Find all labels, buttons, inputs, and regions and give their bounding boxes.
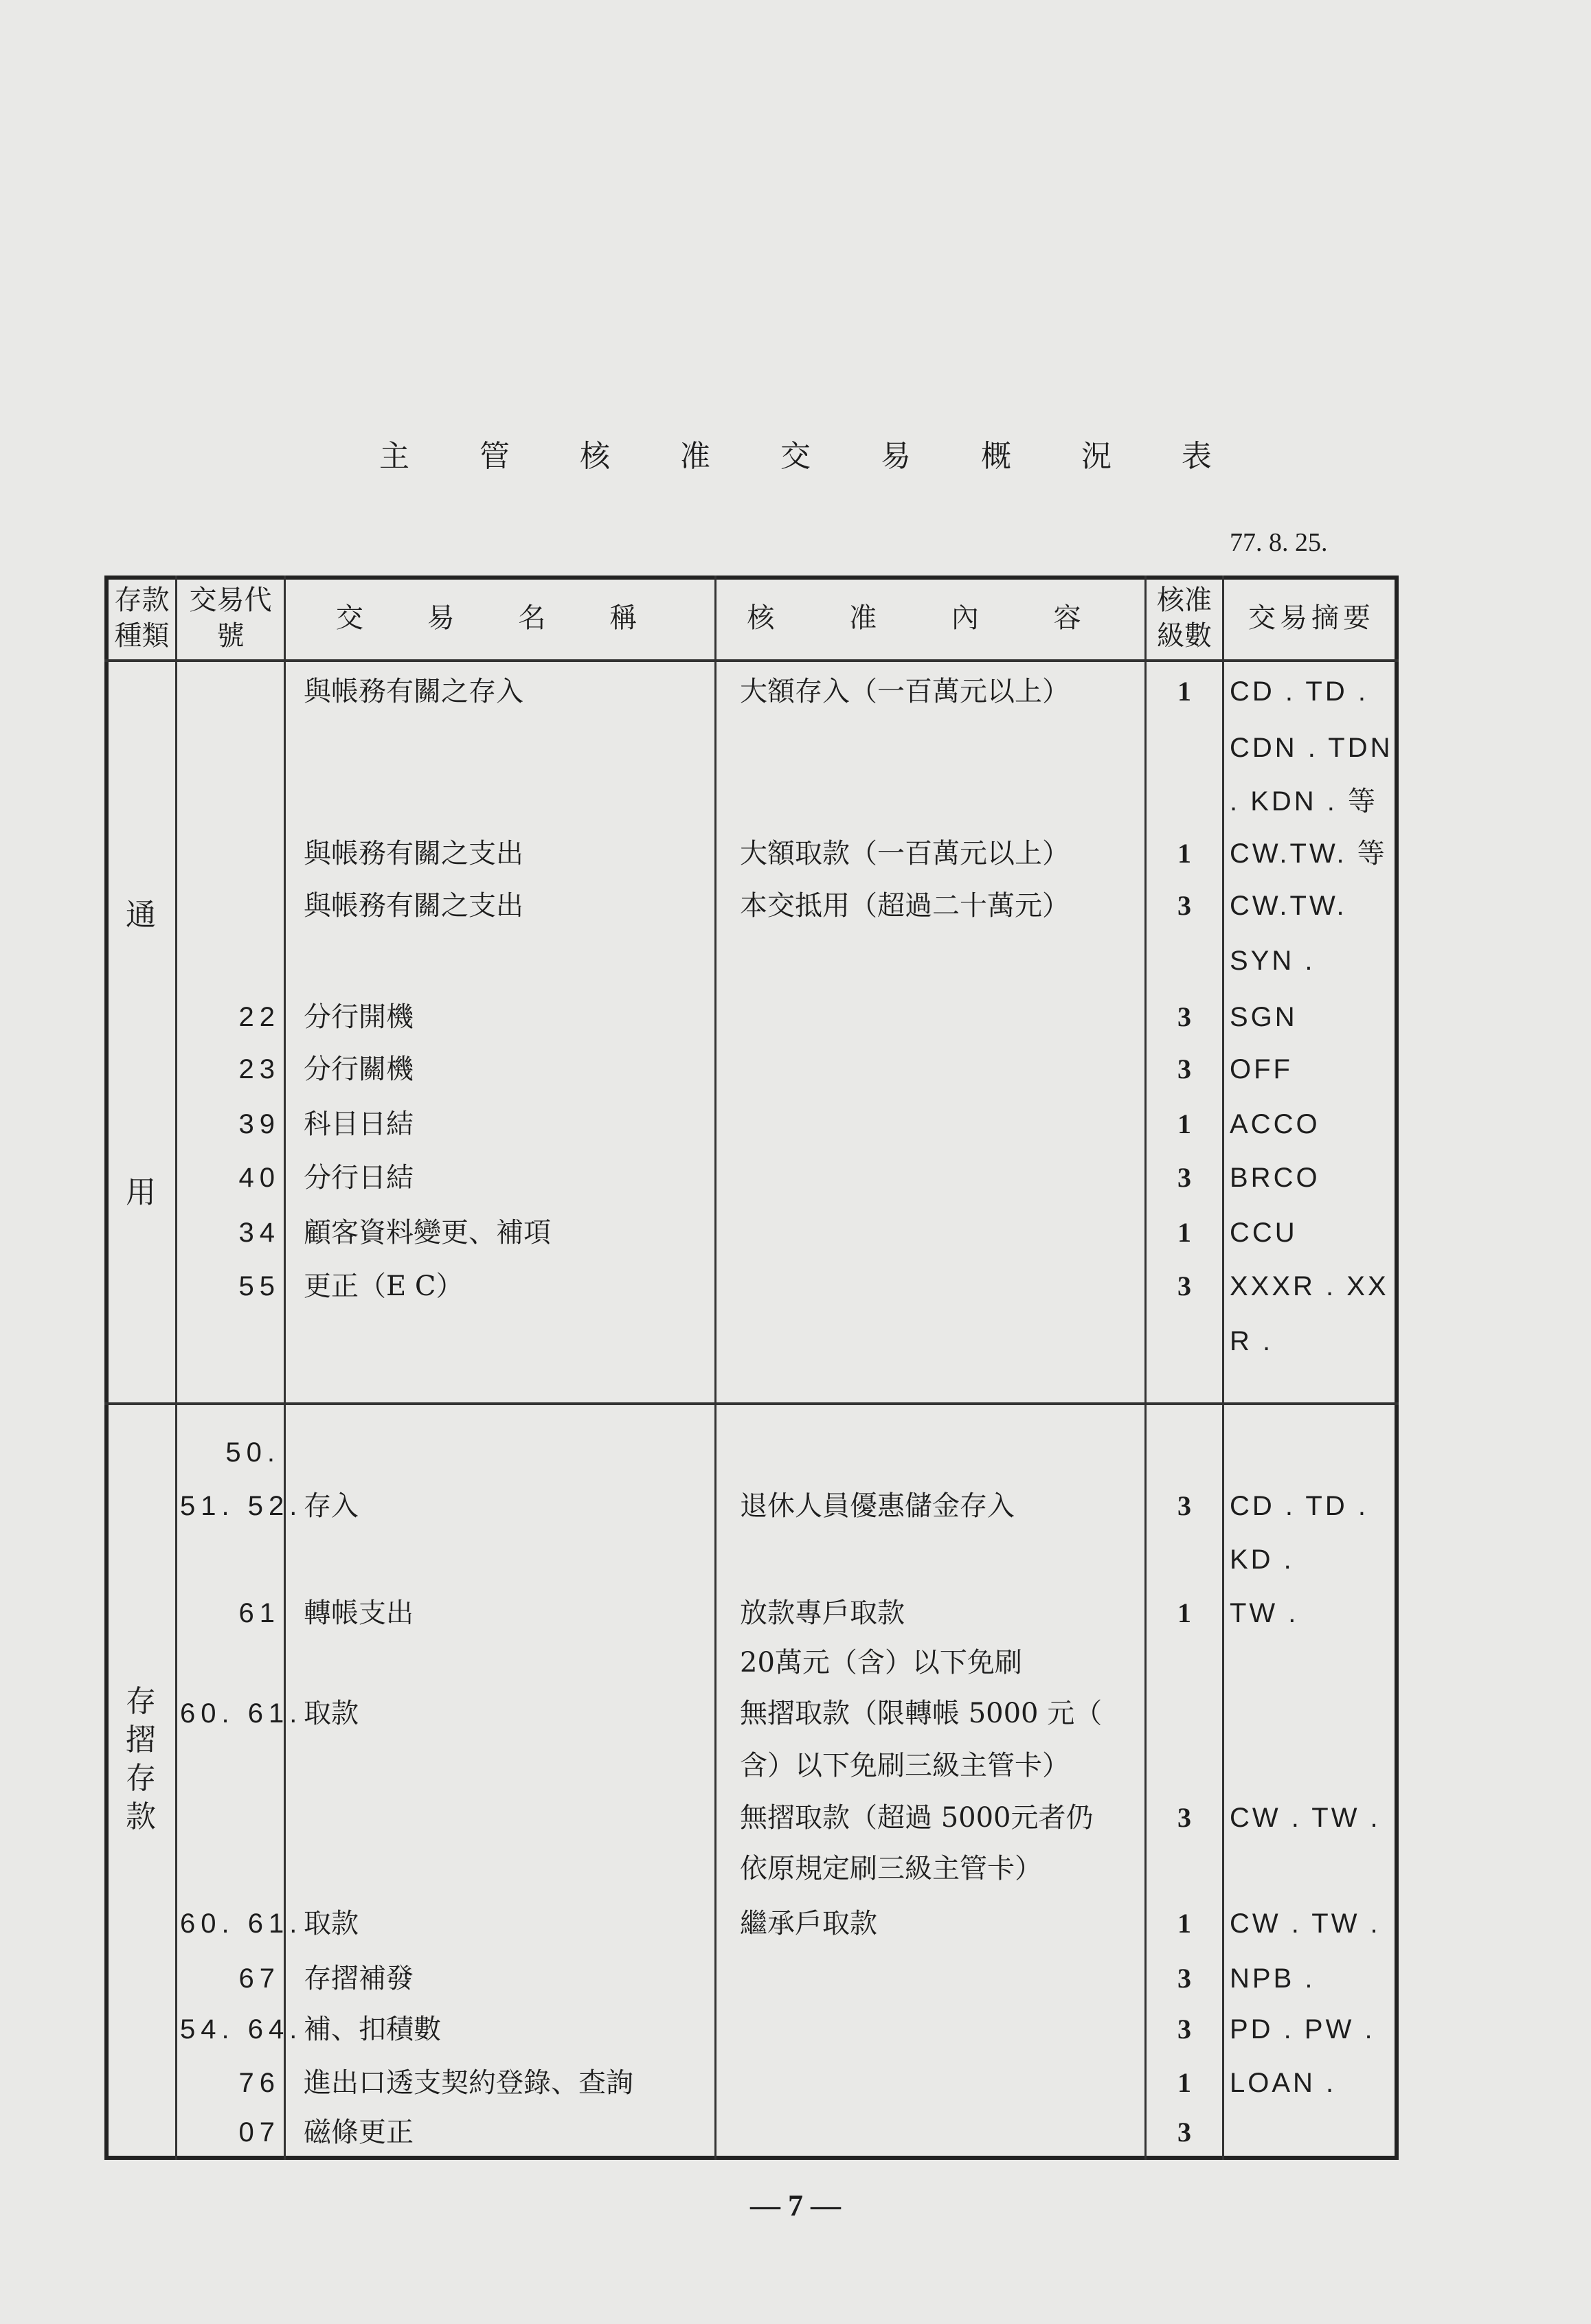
approval-content: 大額取款（一百萬元以上） xyxy=(740,838,1070,869)
transaction-name: 取款 xyxy=(304,1908,359,1939)
transaction-name: 與帳務有關之支出 xyxy=(304,890,523,922)
transaction-summary: CW.TW. 等 xyxy=(1230,839,1388,869)
header-code: 交易代號 xyxy=(189,584,272,652)
transaction-name: 科目日結 xyxy=(304,1108,414,1140)
transaction-code: 61 xyxy=(238,1598,280,1628)
transaction-name: 分行日結 xyxy=(304,1162,414,1194)
transaction-summary: ACCO xyxy=(1230,1109,1320,1139)
transaction-summary: OFF xyxy=(1230,1054,1293,1084)
approval-level: 1 xyxy=(1177,1217,1191,1248)
section-label-passbook: 存摺存款 xyxy=(126,1684,156,1834)
transaction-summary: CCU xyxy=(1230,1218,1298,1248)
transaction-name: 顧客資料變更、補項 xyxy=(304,1217,551,1249)
transaction-summary: KD . xyxy=(1230,1545,1294,1575)
approval-content: 20萬元（含）以下免刷 xyxy=(740,1647,1022,1678)
transaction-code: 55 xyxy=(238,1271,280,1301)
transaction-summary: NPB . xyxy=(1230,1963,1316,1994)
transaction-name: 進出口透支契約登錄、查詢 xyxy=(304,2067,633,2099)
transaction-name: 轉帳支出 xyxy=(304,1597,414,1629)
approval-level: 3 xyxy=(1177,1963,1191,1994)
approval-level: 3 xyxy=(1177,1802,1191,1833)
transaction-code: 39 xyxy=(238,1109,280,1139)
transaction-summary: CW.TW. xyxy=(1230,891,1347,921)
col-divider xyxy=(714,576,716,2160)
approval-content: 放款專戶取款 xyxy=(740,1597,905,1629)
section-label-general-2: 用 xyxy=(126,1175,156,1210)
page-number: — 7 — xyxy=(750,2189,841,2222)
approval-level: 1 xyxy=(1177,2067,1191,2098)
approval-content: 大額存入（一百萬元以上） xyxy=(740,676,1070,707)
approval-content: 無摺取款（限轉帳 5000 元（ xyxy=(740,1698,1103,1729)
transaction-summary: CD . TD . xyxy=(1230,676,1368,707)
transaction-summary: CW . TW . xyxy=(1230,1909,1381,1939)
transaction-name: 與帳務有關之支出 xyxy=(304,838,523,869)
transaction-code: 51. 52. xyxy=(180,1491,303,1521)
transaction-code: 76 xyxy=(238,2068,280,2098)
section-divider xyxy=(104,1402,1399,1405)
approval-level: 1 xyxy=(1177,1108,1191,1139)
approval-level: 1 xyxy=(1177,1597,1191,1628)
transaction-code: 54. 64. xyxy=(180,2014,303,2044)
header-level: 核准級數 xyxy=(1157,584,1212,652)
transaction-name: 更正（E C） xyxy=(304,1271,464,1302)
approval-level: 1 xyxy=(1177,838,1191,869)
header-content: 核 准 內 容 xyxy=(747,602,1114,634)
approval-content: 含）以下免刷三級主管卡） xyxy=(740,1750,1070,1781)
transaction-code: 60. 61. xyxy=(180,1909,303,1939)
approval-level: 3 xyxy=(1177,1490,1191,1521)
transaction-summary: CDN . TDN xyxy=(1230,733,1393,763)
approval-level: 3 xyxy=(1177,2014,1191,2044)
transaction-code: 60. 61. xyxy=(180,1698,303,1729)
transaction-name: 取款 xyxy=(304,1698,359,1729)
approval-level: 1 xyxy=(1177,1908,1191,1939)
transaction-summary: TW . xyxy=(1230,1598,1299,1628)
transaction-summary: XXXR . XX xyxy=(1230,1271,1389,1301)
transaction-code: 67 xyxy=(238,1963,280,1994)
transaction-code: 07 xyxy=(238,2117,280,2148)
header-name: 交 易 名 稱 xyxy=(335,602,665,634)
transaction-name: 磁條更正 xyxy=(304,2117,414,2148)
transaction-name: 存摺補發 xyxy=(304,1963,414,1994)
approval-level: 3 xyxy=(1177,1271,1191,1301)
transaction-summary: CW . TW . xyxy=(1230,1803,1381,1833)
transaction-summary: PD . PW . xyxy=(1230,2014,1375,2044)
section-label-general: 通 xyxy=(126,898,156,933)
transaction-code: 23 xyxy=(238,1054,280,1084)
col-divider xyxy=(1222,576,1224,2160)
approval-content: 無摺取款（超過 5000元者仍 xyxy=(740,1802,1094,1834)
col-divider xyxy=(175,576,177,2160)
transaction-name: 補、扣積數 xyxy=(304,2014,441,2045)
approval-level: 3 xyxy=(1177,2117,1191,2148)
transaction-summary: LOAN . xyxy=(1230,2068,1337,2098)
transaction-summary: . KDN . 等 xyxy=(1230,786,1379,817)
header-divider xyxy=(104,659,1399,662)
approval-level: 1 xyxy=(1177,676,1191,707)
transaction-code: 40 xyxy=(238,1163,280,1193)
transaction-code: 22 xyxy=(238,1002,280,1032)
approval-level: 3 xyxy=(1177,1162,1191,1193)
transaction-name: 與帳務有關之存入 xyxy=(304,676,523,707)
approval-level: 3 xyxy=(1177,890,1191,921)
transaction-summary: SGN xyxy=(1230,1002,1298,1032)
approval-content: 本交抵用（超過二十萬元） xyxy=(740,890,1070,922)
approval-content: 依原規定刷三級主管卡） xyxy=(740,1853,1042,1884)
transaction-code: 34 xyxy=(238,1218,280,1248)
approval-level: 3 xyxy=(1177,1001,1191,1032)
document-date: 77. 8. 25. xyxy=(1230,528,1328,557)
page-title: 主 管 核 准 交 易 概 況 表 xyxy=(379,439,1242,474)
transaction-summary: CD . TD . xyxy=(1230,1491,1368,1521)
transaction-summary: R . xyxy=(1230,1326,1274,1356)
approval-content: 退休人員優惠儲金存入 xyxy=(740,1490,1015,1522)
header-summary: 交易摘要 xyxy=(1248,602,1375,634)
transaction-name: 存入 xyxy=(304,1490,359,1522)
approval-level: 3 xyxy=(1177,1053,1191,1084)
transaction-code: 50. xyxy=(225,1437,280,1468)
transaction-summary: SYN . xyxy=(1230,946,1316,976)
approval-content: 繼承戶取款 xyxy=(740,1908,877,1939)
header-category: 存款種類 xyxy=(114,584,170,652)
transaction-summary: BRCO xyxy=(1230,1163,1320,1193)
transaction-name: 分行開機 xyxy=(304,1001,414,1033)
transaction-name: 分行關機 xyxy=(304,1053,414,1085)
